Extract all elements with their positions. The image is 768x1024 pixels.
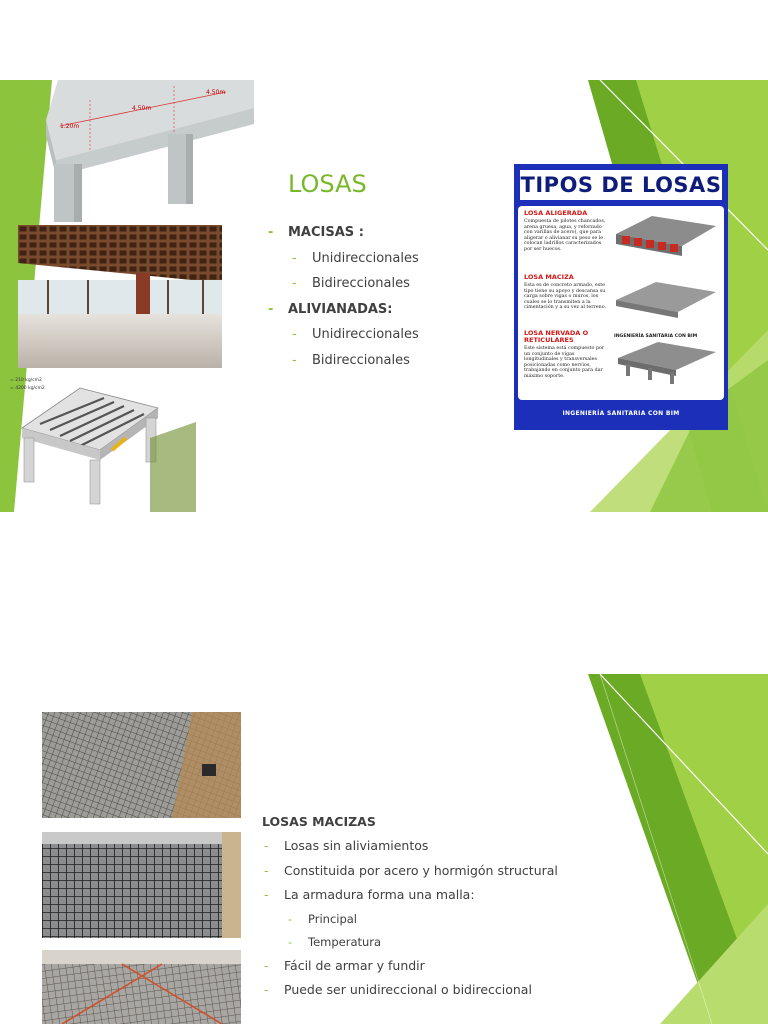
bullet-temperatura: - Temperatura xyxy=(262,931,558,954)
bullet-facil-armar: - Fácil de armar y fundir xyxy=(262,954,558,979)
dim-label-a: 1.20m xyxy=(60,123,80,130)
load-label-b: = 4200 kg/cm2 xyxy=(10,386,45,391)
item-title: LOSA MACIZA xyxy=(524,273,574,281)
slide1-bullet-list xyxy=(266,220,419,373)
bullet-sin-aliviamientos: - Losas sin aliviamientos xyxy=(262,834,558,859)
infographic-credit: INGENIERÍA SANITARIA CON BIM xyxy=(614,334,698,339)
load-label-a: = 210 kg/cm2 xyxy=(10,378,42,383)
infographic-item-maciza xyxy=(524,274,610,311)
ribbed-slab-diagram xyxy=(0,368,196,512)
bullet-uni-bi: - Puede ser unidireccional o bidireccional xyxy=(262,978,558,1003)
infographic-body xyxy=(518,206,724,400)
bullet-principal: - Principal xyxy=(262,908,558,931)
rebar-mesh-photo-1 xyxy=(42,712,241,818)
bullet-alivianadas-uni: - Unidireccionales xyxy=(266,322,419,348)
dim-label-c: 4.50m xyxy=(206,89,226,96)
item-text: Esta es de concreto armado, este tipo tiene su apoyo y descansa su carga sobre vigas o muros, los cuales se lo transmiten a la cimentación y a su vez al terreno. xyxy=(524,283,607,311)
item-title: LOSA NERVADA O RETICULARES xyxy=(524,329,589,344)
rebar-mesh-photo-2 xyxy=(42,832,241,938)
slide2-bullet-list xyxy=(262,834,558,1003)
infographic-slab-illustrations xyxy=(612,212,720,398)
infographic-footer: INGENIERÍA SANITARIA CON BIM xyxy=(518,406,724,420)
slide-losas-macizas xyxy=(0,674,768,1024)
slab-3d-diagram xyxy=(46,80,254,222)
infographic-item-nervada xyxy=(524,330,610,380)
slide2-heading: LOSAS MACIZAS xyxy=(262,814,376,829)
waffle-slab-photo xyxy=(18,225,222,368)
infographic-item-aligerada xyxy=(524,210,610,253)
bullet-macisas-bi: - Bidireccionales xyxy=(266,271,419,297)
bullet-armadura-malla: - La armadura forma una malla: xyxy=(262,883,558,908)
slide-losas xyxy=(0,80,768,512)
item-text: Este sistema está compuesto por un conjunto de vigas longitudinales y transversales posicionadas como nervios, trabajando en conjunto para dar máximo soporte. xyxy=(524,346,605,379)
bullet-acero-hormigon: - Constituida por acero y hormigón structural xyxy=(262,859,558,884)
item-title: LOSA ALIGERADA xyxy=(524,209,588,217)
bullet-alivianadas-bi: - Bidireccionales xyxy=(266,348,419,374)
tipos-de-losas-infographic xyxy=(514,164,728,430)
bullet-macisas-uni: - Unidireccionales xyxy=(266,246,419,272)
slide1-title: LOSAS xyxy=(288,170,367,198)
infographic-heading: TIPOS DE LOSAS xyxy=(518,168,724,202)
dim-label-b: 4.50m xyxy=(132,105,152,112)
bullet-alivianadas: - ALIVIANADAS: xyxy=(266,297,419,323)
bullet-macisas: - MACISAS : xyxy=(266,220,419,246)
rebar-mesh-photo-3 xyxy=(42,950,241,1024)
item-text: Compuesta de pilotes chancados, arena gruesa, agua, y reforzado con varillas de acero), que para aligerar o alivianar su peso se le colocan ladrillos caracterizados por ser huecos. xyxy=(524,219,606,252)
